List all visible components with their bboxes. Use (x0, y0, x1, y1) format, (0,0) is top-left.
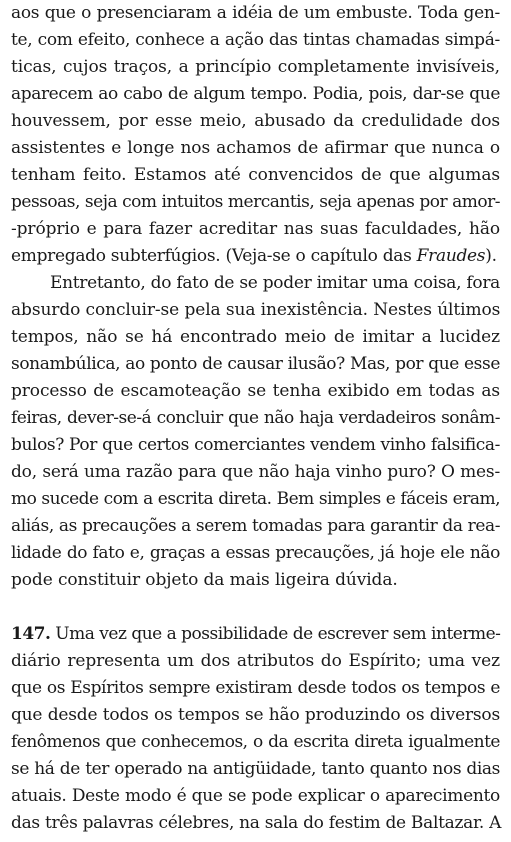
text-line: que desde todos os tempos se hão produzindo os diversos (11, 705, 500, 725)
text-line: assistentes e longe nos achamos de afirmar que nunca o (11, 138, 500, 158)
text-line: pode constituir objeto da mais ligeira dúvida. (11, 570, 398, 590)
text-line: das três palavras célebres, na sala do festim de Baltazar. A (11, 813, 502, 833)
text-line: fenômenos que conhecemos, o da escrita direta igualmente (11, 732, 500, 752)
text-line: tenham feito. Estamos até convencidos de que algumas (11, 165, 500, 185)
text-fragment: empregado subterfúgios. (Veja-se o capítulo das (11, 246, 417, 266)
text-line: tempos, não se há encontrado meio de imitar a lucidez (11, 327, 500, 347)
section-number: 147. (11, 624, 51, 644)
text-line: houvessem, por esse meio, abusado da credulidade dos (11, 111, 500, 131)
text-fragment: ). (485, 246, 497, 266)
chapter-reference: Fraudes (416, 246, 486, 266)
text-line: mo sucede com a escrita direta. Bem simples e fáceis eram, (11, 489, 500, 509)
text-fragment: Uma vez que a possibilidade de escrever sem interme- (50, 624, 501, 644)
text-line: que os Espíritos sempre existiram desde todos os tempos e (11, 678, 500, 698)
text-line: -próprio e para fazer acreditar nas suas faculdades, hão (11, 219, 500, 239)
text-line (11, 624, 500, 644)
text-line: bulos? Por que certos comerciantes vendem vinho falsifica- (11, 435, 500, 455)
text-line: sonambúlica, ao ponto de causar ilusão? Mas, por que esse (11, 354, 500, 374)
text-line: diário representa um dos atributos do Espírito; uma vez (11, 651, 500, 671)
text-line: absurdo concluir-se pela sua inexistência. Nestes últimos (11, 300, 501, 320)
text-line: ticas, cujos traços, a princípio completamente invisíveis, (11, 57, 500, 77)
text-line: aliás, as precauções a serem tomadas para garantir da rea- (11, 516, 501, 536)
text-line: lidade do fato e, graças a essas precauções, já hoje ele não (11, 543, 500, 563)
text-line: pessoas, seja com intuitos mercantis, seja apenas por amor- (11, 192, 500, 212)
text-line: te, com efeito, conhece a ação das tintas chamadas simpá- (11, 30, 500, 50)
text-line: atuais. Deste modo é que se pode explicar o aparecimento (11, 786, 500, 806)
text-line: aparecem ao cabo de algum tempo. Podia, pois, dar-se que (11, 84, 500, 104)
text-line: feiras, dever-se-á concluir que não haja verdadeiros sonâm- (11, 408, 500, 428)
text-line: processo de escamoteação se tenha exibido em todas as (11, 381, 500, 401)
text-line: do, será uma razão para que não haja vinho puro? O mes- (11, 462, 500, 482)
text-line: Entretanto, do fato de se poder imitar uma coisa, fora (50, 273, 500, 293)
text-line: aos que o presenciaram a idéia de um embuste. Toda gen- (11, 3, 500, 23)
text-line (11, 246, 500, 266)
text-line: se há de ter operado na antigüidade, tanto quanto nos dias (11, 759, 500, 779)
